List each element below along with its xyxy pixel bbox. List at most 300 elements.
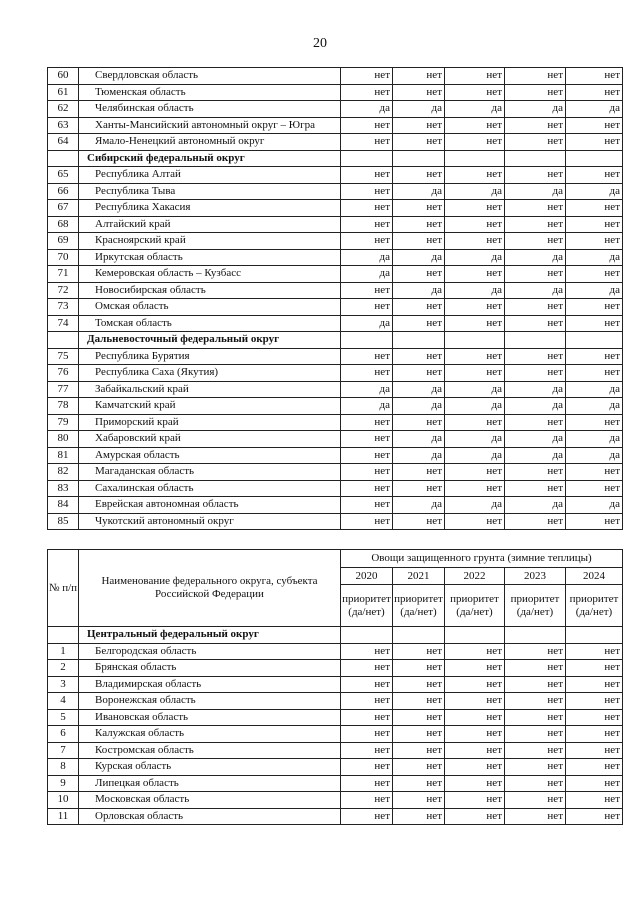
priority-value: нет [505,266,566,283]
priority-value: нет [341,68,393,85]
empty-cell [505,627,566,644]
region-name: Ивановская область [79,709,341,726]
region-name: Калужская область [79,726,341,743]
priority-value: нет [505,480,566,497]
region-name: Алтайский край [79,216,341,233]
priority-value: нет [341,742,393,759]
priority-value: да [505,497,566,514]
priority-value: нет [341,693,393,710]
priority-value: нет [445,808,505,825]
region-name: Томская область [79,315,341,332]
table-row [48,183,623,200]
priority-value: нет [566,315,623,332]
priority-value: нет [505,792,566,809]
region-name: Челябинская область [79,101,341,118]
priority-value: нет [341,726,393,743]
table-row [48,365,623,382]
row-number: 72 [48,282,79,299]
row-number: 83 [48,480,79,497]
priority-value: нет [445,464,505,481]
region-name: Сахалинская область [79,480,341,497]
table-row [48,792,623,809]
empty-cell [341,627,393,644]
priority-value: нет [393,117,445,134]
row-number: 76 [48,365,79,382]
priority-value: да [445,249,505,266]
priority-value: нет [566,134,623,151]
region-name: Ямало-Ненецкий автономный округ [79,134,341,151]
table-row [48,431,623,448]
priority-value: нет [445,365,505,382]
priority-value: да [393,497,445,514]
row-number: 6 [48,726,79,743]
column-group-title: Овощи защищенного грунта (зимние теплицы) [341,550,623,568]
region-name: Орловская область [79,808,341,825]
priority-value: нет [566,117,623,134]
priority-value: нет [566,84,623,101]
priority-value: нет [341,464,393,481]
priority-value: нет [393,464,445,481]
priority-value: да [341,101,393,118]
section-row [48,627,623,644]
priority-value: да [566,381,623,398]
region-name: Кемеровская область – Кузбасс [79,266,341,283]
table-row [48,414,623,431]
priority-value: нет [445,693,505,710]
priority-value: нет [393,233,445,250]
table-row [48,676,623,693]
priority-value: да [505,249,566,266]
year-header: 2024 [566,568,623,585]
row-number: 5 [48,709,79,726]
region-name: Владимирская область [79,676,341,693]
priority-value: да [393,101,445,118]
table-row [48,497,623,514]
priority-value: да [505,183,566,200]
section-row [48,332,623,349]
priority-value: нет [505,134,566,151]
priority-value: нет [505,233,566,250]
priority-value: нет [393,643,445,660]
column-header-number: № п/п [48,550,79,627]
table-row [48,216,623,233]
priority-value: нет [341,233,393,250]
priority-value: нет [341,348,393,365]
priority-value: нет [393,709,445,726]
row-number: 9 [48,775,79,792]
table-row [48,513,623,530]
priority-value: да [341,315,393,332]
priority-value: нет [393,759,445,776]
priority-value: нет [393,134,445,151]
row-number-cell [48,627,79,644]
empty-cell [393,150,445,167]
priority-value: нет [566,709,623,726]
region-name: Забайкальский край [79,381,341,398]
priority-value: да [445,101,505,118]
priority-value: нет [445,266,505,283]
table-row [48,480,623,497]
priority-value: нет [505,676,566,693]
priority-label: приоритет (да/нет) [566,585,623,627]
priority-value: нет [341,200,393,217]
table-row [48,709,623,726]
priority-value: нет [505,315,566,332]
priority-value: нет [341,513,393,530]
priority-value: нет [566,233,623,250]
priority-value: нет [393,84,445,101]
regions-table-continued [47,67,623,530]
priority-value: нет [393,513,445,530]
empty-cell [566,332,623,349]
table-row [48,249,623,266]
table-row [48,348,623,365]
priority-value: да [393,282,445,299]
priority-value: да [445,431,505,448]
priority-value: нет [393,414,445,431]
priority-value: нет [566,742,623,759]
priority-value: да [505,398,566,415]
empty-cell [505,150,566,167]
row-number: 1 [48,643,79,660]
empty-cell [393,332,445,349]
priority-value: нет [393,365,445,382]
region-name: Приморский край [79,414,341,431]
region-name: Омская область [79,299,341,316]
priority-value: нет [505,726,566,743]
row-number: 81 [48,447,79,464]
priority-value: нет [445,68,505,85]
priority-value: нет [505,216,566,233]
priority-value: нет [341,808,393,825]
table-row [48,742,623,759]
priority-value: нет [566,200,623,217]
empty-cell [505,332,566,349]
region-name: Красноярский край [79,233,341,250]
region-name: Липецкая область [79,775,341,792]
priority-value: нет [505,693,566,710]
row-number: 64 [48,134,79,151]
row-number: 71 [48,266,79,283]
row-number: 3 [48,676,79,693]
priority-value: да [393,249,445,266]
empty-cell [341,150,393,167]
region-name: Новосибирская область [79,282,341,299]
priority-value: нет [341,709,393,726]
priority-value: нет [445,792,505,809]
priority-value: да [566,282,623,299]
row-number: 73 [48,299,79,316]
priority-value: нет [566,167,623,184]
row-number: 63 [48,117,79,134]
row-number: 67 [48,200,79,217]
empty-cell [445,332,505,349]
priority-value: нет [393,315,445,332]
section-title: Сибирский федеральный округ [79,150,341,167]
priority-value: нет [566,68,623,85]
region-name: Воронежская область [79,693,341,710]
priority-value: нет [341,167,393,184]
row-number: 62 [48,101,79,118]
priority-value: да [393,447,445,464]
priority-value: нет [393,792,445,809]
row-number: 84 [48,497,79,514]
priority-value: нет [341,643,393,660]
priority-value: да [393,381,445,398]
year-header: 2021 [393,568,445,585]
priority-value: нет [505,660,566,677]
year-header: 2023 [505,568,566,585]
priority-value: нет [505,742,566,759]
priority-value: нет [393,299,445,316]
priority-value: нет [505,759,566,776]
priority-label: приоритет (да/нет) [445,585,505,627]
priority-value: нет [445,134,505,151]
priority-value: нет [505,200,566,217]
priority-value: нет [445,480,505,497]
priority-value: нет [566,676,623,693]
priority-value: нет [393,348,445,365]
region-name: Тюменская область [79,84,341,101]
empty-cell [566,627,623,644]
region-name: Московская область [79,792,341,809]
table-row [48,759,623,776]
priority-value: нет [445,742,505,759]
priority-value: нет [505,775,566,792]
row-number: 74 [48,315,79,332]
priority-value: нет [566,643,623,660]
priority-value: да [393,183,445,200]
priority-value: нет [341,431,393,448]
priority-value: нет [393,216,445,233]
row-number: 70 [48,249,79,266]
row-number: 68 [48,216,79,233]
row-number: 77 [48,381,79,398]
row-number: 4 [48,693,79,710]
priority-value: нет [445,216,505,233]
row-number: 61 [48,84,79,101]
priority-value: нет [341,299,393,316]
priority-value: нет [445,709,505,726]
priority-value: да [393,398,445,415]
table-row [48,84,623,101]
priority-value: нет [505,808,566,825]
priority-value: нет [445,660,505,677]
priority-value: нет [341,84,393,101]
year-header: 2020 [341,568,393,585]
priority-value: нет [445,348,505,365]
priority-value: нет [566,266,623,283]
priority-value: да [566,497,623,514]
row-number: 8 [48,759,79,776]
priority-value: нет [393,167,445,184]
priority-value: нет [341,414,393,431]
priority-value: нет [445,299,505,316]
section-row [48,150,623,167]
row-number: 7 [48,742,79,759]
empty-cell [445,627,505,644]
table-row [48,68,623,85]
priority-value: нет [566,792,623,809]
priority-value: да [445,183,505,200]
priority-value: да [341,381,393,398]
priority-value: нет [341,117,393,134]
region-name: Республика Саха (Якутия) [79,365,341,382]
priority-value: нет [505,414,566,431]
priority-value: нет [505,365,566,382]
priority-value: нет [445,84,505,101]
priority-value: нет [566,775,623,792]
region-name: Еврейская автономная область [79,497,341,514]
priority-value: нет [445,759,505,776]
region-name: Магаданская область [79,464,341,481]
region-name: Камчатский край [79,398,341,415]
priority-value: да [566,447,623,464]
priority-value: нет [566,726,623,743]
priority-value: нет [566,480,623,497]
section-title: Дальневосточный федеральный округ [79,332,341,349]
priority-value: нет [566,759,623,776]
priority-value: нет [445,775,505,792]
priority-value: да [505,282,566,299]
priority-value: нет [445,117,505,134]
priority-value: нет [445,200,505,217]
region-name: Хабаровский край [79,431,341,448]
priority-value: нет [341,282,393,299]
priority-value: нет [341,775,393,792]
priority-value: нет [341,216,393,233]
priority-value: да [566,183,623,200]
region-name: Республика Тыва [79,183,341,200]
table-row [48,101,623,118]
empty-cell [566,150,623,167]
region-name: Республика Хакасия [79,200,341,217]
priority-value: нет [566,414,623,431]
table-row [48,775,623,792]
region-name: Белгородская область [79,643,341,660]
column-header-name: Наименование федерального округа, субъекта Российской Федерации [79,550,341,627]
priority-value: нет [341,134,393,151]
table-row [48,693,623,710]
priority-value: нет [341,447,393,464]
priority-value: да [505,101,566,118]
priority-value: да [566,431,623,448]
priority-value: нет [505,167,566,184]
empty-cell [393,627,445,644]
priority-value: нет [505,299,566,316]
row-number: 65 [48,167,79,184]
empty-cell [341,332,393,349]
priority-label: приоритет (да/нет) [341,585,393,627]
priority-value: нет [341,759,393,776]
region-name: Чукотский автономный округ [79,513,341,530]
priority-value: да [505,447,566,464]
priority-value: нет [341,365,393,382]
priority-value: да [445,398,505,415]
table-row [48,447,623,464]
priority-label: приоритет (да/нет) [505,585,566,627]
priority-value: нет [445,414,505,431]
table-row [48,726,623,743]
priority-value: нет [505,348,566,365]
priority-value: да [445,497,505,514]
table-row [48,398,623,415]
priority-value: нет [445,513,505,530]
priority-value: нет [393,742,445,759]
table-row [48,266,623,283]
table-row [48,315,623,332]
row-number-cell [48,332,79,349]
priority-value: нет [341,183,393,200]
table-row [48,808,623,825]
table-row [48,643,623,660]
priority-value: нет [505,643,566,660]
priority-value: да [341,398,393,415]
priority-value: нет [341,676,393,693]
row-number: 66 [48,183,79,200]
priority-value: нет [566,513,623,530]
priority-value: да [445,282,505,299]
priority-value: нет [393,200,445,217]
priority-value: нет [393,775,445,792]
region-name: Костромская область [79,742,341,759]
row-number: 10 [48,792,79,809]
priority-value: да [445,447,505,464]
table-row [48,134,623,151]
priority-value: нет [393,68,445,85]
priority-value: да [393,431,445,448]
priority-value: да [341,266,393,283]
row-number-cell [48,150,79,167]
priority-value: нет [566,693,623,710]
region-name: Свердловская область [79,68,341,85]
row-number: 85 [48,513,79,530]
priority-value: нет [445,643,505,660]
priority-value: да [566,101,623,118]
region-name: Курская область [79,759,341,776]
greenhouse-vegetables-table [47,549,623,825]
empty-cell [445,150,505,167]
priority-value: нет [445,167,505,184]
priority-value: да [505,431,566,448]
priority-value: нет [393,726,445,743]
priority-value: нет [393,808,445,825]
region-name: Амурская область [79,447,341,464]
table-row [48,233,623,250]
table-row [48,200,623,217]
priority-value: нет [505,513,566,530]
region-name: Республика Бурятия [79,348,341,365]
priority-value: нет [566,808,623,825]
row-number: 80 [48,431,79,448]
priority-value: нет [566,464,623,481]
priority-value: нет [505,709,566,726]
table-row [48,660,623,677]
row-number: 69 [48,233,79,250]
priority-value: нет [505,464,566,481]
page-number: 20 [313,36,327,51]
priority-value: нет [505,117,566,134]
priority-value: да [445,381,505,398]
priority-value: нет [393,660,445,677]
priority-value: нет [341,480,393,497]
priority-value: нет [566,660,623,677]
priority-value: нет [566,348,623,365]
priority-value: нет [566,216,623,233]
row-number: 75 [48,348,79,365]
priority-value: нет [393,480,445,497]
priority-value: нет [341,660,393,677]
